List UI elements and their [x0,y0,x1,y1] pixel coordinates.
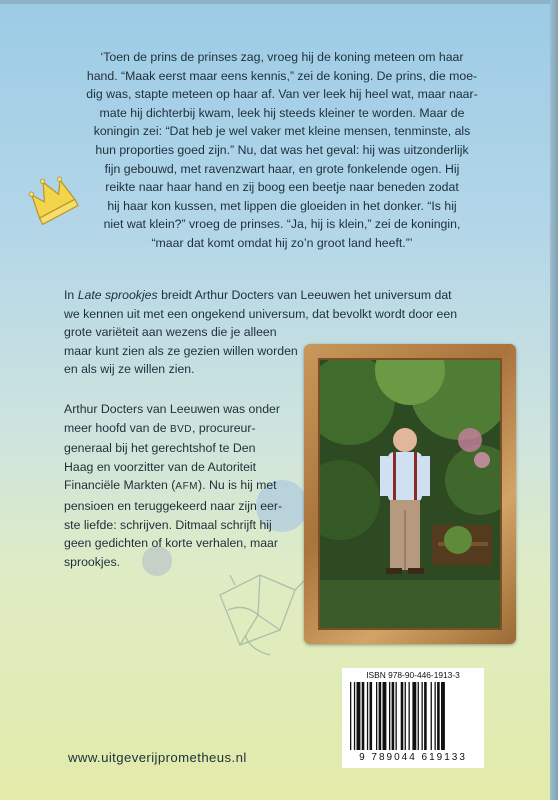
barcode-bar [367,682,368,750]
quote-line: ‘Toen de prins de prinses zag, vroeg hij de koning meteen om haar [100,50,464,64]
barcode-bar [441,682,445,750]
barcode-bar [409,682,410,750]
excerpt-quote [62,48,502,253]
bio-text: , procureur- [192,420,256,435]
bio-line [64,419,304,440]
barcode-bar [437,682,440,750]
barcode-digits: 9 789044 619133 [359,752,467,763]
barcode-bar [431,682,432,750]
description-suffix: breidt Arthur Docters van Leeuwen het universum dat [157,288,452,302]
cover-top-edge [0,0,558,4]
bio-text: Financiële Markten ( [64,478,176,493]
barcode-bars [350,682,476,750]
isbn-barcode [342,668,484,768]
description-line: we kennen uit met een ongekend universum, dat bevolkt wordt door een [64,306,458,321]
barcode-bar [422,682,423,750]
quote-line: hand. “Maak eerst maar eens kennis,” zei de koning. De prins, die moe- [86,68,478,83]
barcode-bar [396,682,397,750]
quote-line: “maar dat komt omdat hij zo’n groot land heeft.”’ [151,235,413,250]
barcode-bar [418,682,419,750]
bio-text: meer hoofd van de [64,420,170,435]
description-line: grote variëteit aan wezens die je alleen [64,325,277,340]
quote-line: mate hij dichterbij kwam, leek hij steeds kleiner te worden. Maar de [99,105,465,120]
bio-text: ). Nu is hij met [198,478,277,493]
garden-portrait-illustration [320,360,500,628]
afm-abbreviation: AFM [175,481,199,493]
bio-line: Haag en voorzitter van de Autoriteit [64,459,257,474]
quote-line: dig was, stapte meteen op haar af. Van ver leek hij heel wat, maar naar- [86,87,478,102]
barcode-bar [370,682,373,750]
isbn-number: ISBN 978-90-446-1913-3 [366,670,460,680]
quote-line: hij haar kon kussen, met lippen die gloeiden in het donker. “Is hij [107,198,457,213]
bio-line: ste liefde: schrijven. Ditmaal schrijft hij [64,517,272,532]
publisher-website[interactable]: www.uitgeverijprometheus.nl [68,750,247,765]
description-line: en als wij ze willen zien. [64,362,195,377]
bio-line [64,476,304,497]
barcode-bar [354,682,355,750]
lantern-sketch-icon [200,555,320,665]
book-title: Late sprookjes [77,288,158,302]
barcode-bar [392,682,395,750]
bio-line: sprookjes. [64,554,121,569]
barcode-bar [350,682,351,750]
barcode-bar [357,682,361,750]
barcode-bar [362,682,365,750]
cover-spine-edge [550,0,558,800]
barcode-bar [435,682,436,750]
barcode-bar [424,682,427,750]
bvd-abbreviation: BVD [169,423,193,435]
description-prefix: In [64,288,78,302]
bio-line: geen gedichten of korte verhalen, maar [64,536,278,551]
quote-line: fijn gebouwd, met ravenzwart haar, en grote fonkelende ogen. Hij [104,161,460,176]
bio-line: generaal bij het gerechtshof te Den [64,441,256,456]
barcode-bar [383,682,387,750]
bio-line: Arthur Docters van Leeuwen was onder [64,402,280,416]
barcode-bar [405,682,406,750]
author-photo [318,358,502,630]
quote-line: koningin zei: “Dat heb je wel vaker met kleine mensen, tenminste, als [93,124,471,139]
bio-line: pensioen en teruggekeerd naar zijn eer- [64,498,283,513]
barcode-bar [379,682,382,750]
quote-line: niet wat klein?” vroeg de prinses. “Ja, hij is klein,” zei de koningin, [103,217,461,232]
barcode-bar [401,682,404,750]
quote-line: hun proporties goed zijn.” Nu, dat was het geval: hij was uitzonderlijk [95,142,469,157]
quote-line: reikte naar haar hand en zij boog een beetje naar beneden zodat [105,180,459,195]
barcode-bar [376,682,377,750]
author-bio [64,400,304,571]
author-photo-frame [304,344,516,644]
description-line: maar kunt zien als ze gezien willen worden [64,343,298,358]
barcode-bar [412,682,416,750]
barcode-bar [389,682,390,750]
description-line [64,286,524,305]
